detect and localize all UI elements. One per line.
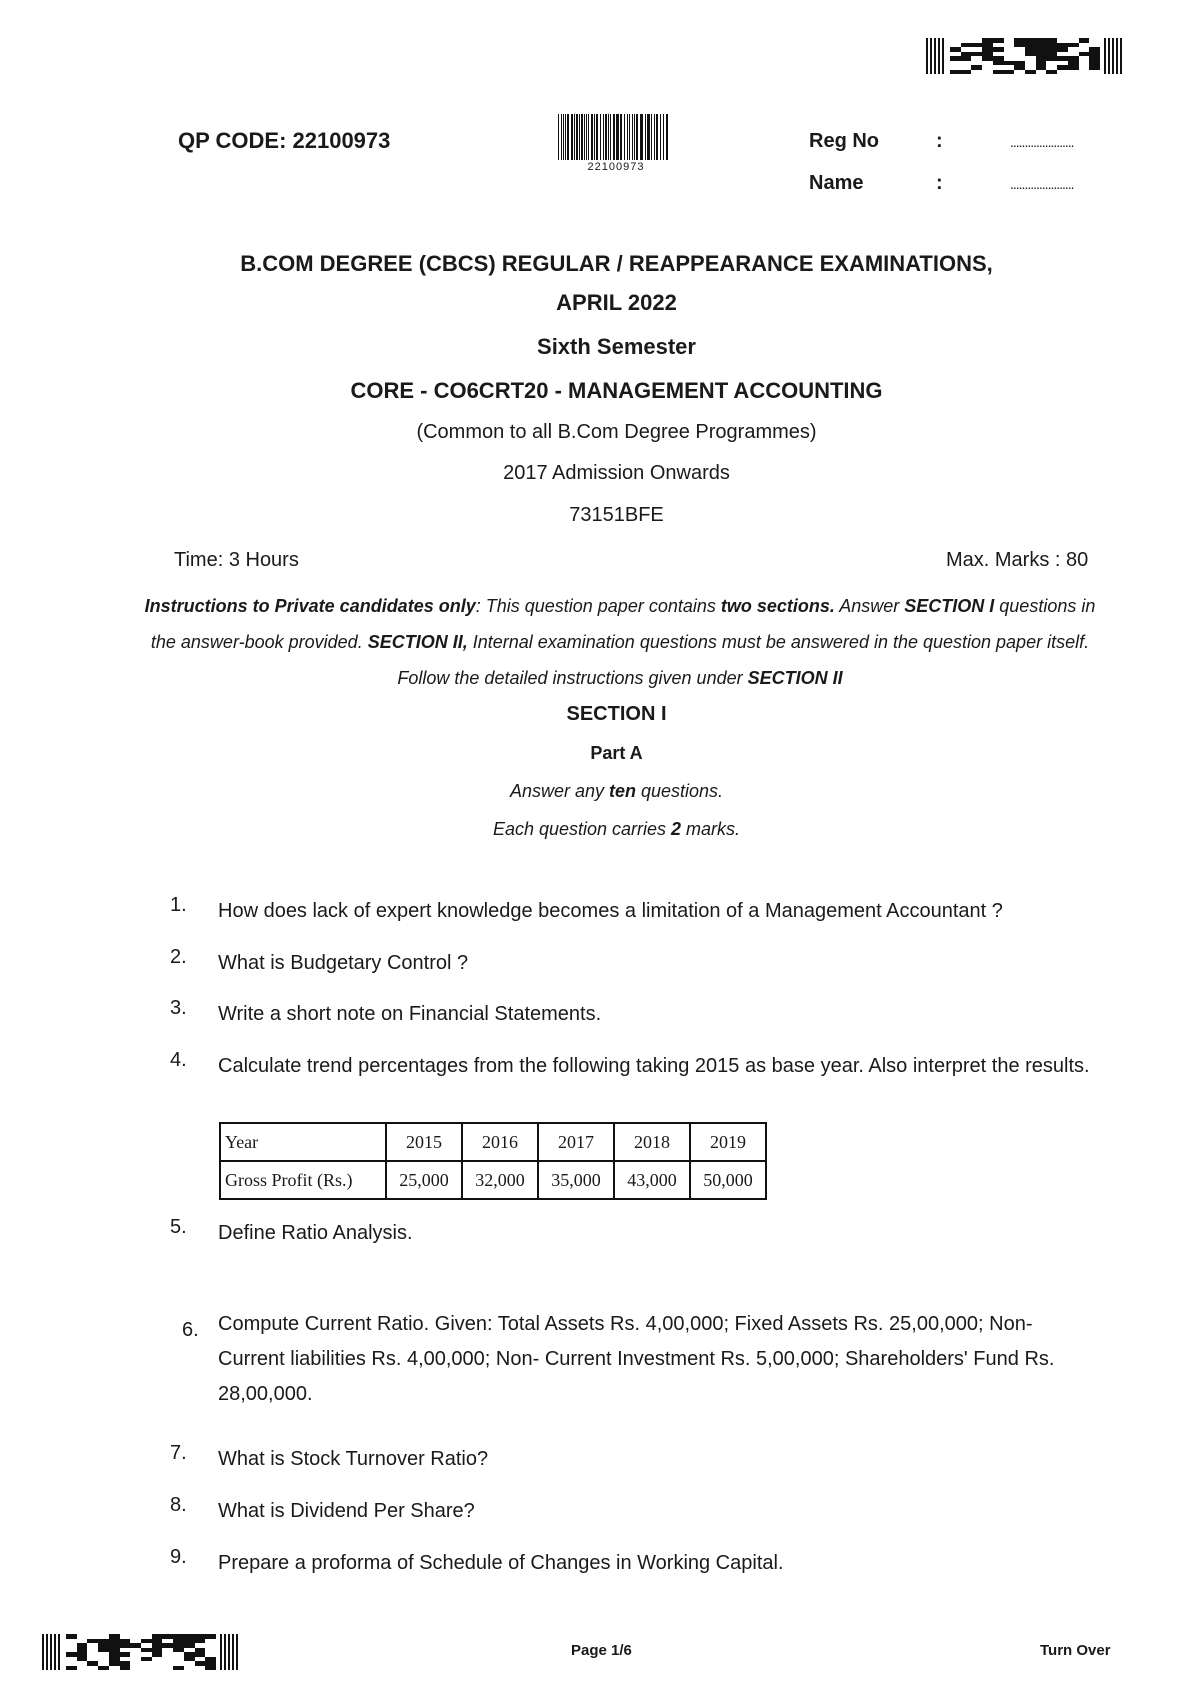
barcode-bar (640, 114, 643, 160)
table-cell: 43,000 (614, 1161, 690, 1199)
answer-post: questions. (635, 781, 724, 801)
barcode-bar (938, 38, 940, 74)
barcode-module (1057, 70, 1068, 75)
barcode-bar (220, 1634, 222, 1670)
barcode-bar (558, 114, 559, 160)
barcode-module (87, 1666, 98, 1671)
question-number: 2. (170, 946, 187, 968)
common-note: (Common to all B.Com Degree Programmes) (416, 421, 817, 443)
table-cell: Year (220, 1123, 386, 1161)
barcode-module (120, 1666, 131, 1671)
exam-title-line2: APRIL 2022 (556, 290, 677, 315)
question-number: 6. (182, 1319, 199, 1341)
barcode-bar (660, 114, 661, 160)
barcode-module (1025, 70, 1036, 75)
barcode-module (77, 1666, 88, 1671)
section-title: SECTION I (566, 703, 667, 725)
barcode-bar (584, 114, 585, 160)
barcode-module (950, 70, 961, 75)
barcode-bar (54, 1634, 56, 1670)
instructions-bold-2: SECTION I (904, 596, 995, 616)
barcode-bar (596, 114, 598, 160)
page-number: Page 1/6 (571, 1642, 632, 1659)
barcode-module (1004, 70, 1015, 75)
table-cell: 25,000 (386, 1161, 462, 1199)
table-row (220, 1123, 766, 1161)
course-title: CORE - CO6CRT20 - MANAGEMENT ACCOUNTING (350, 378, 883, 403)
barcode-bar (1116, 38, 1118, 74)
barcode-module (1036, 70, 1047, 75)
barcode-module (971, 70, 982, 75)
name-label: Name (809, 172, 864, 194)
question-text: Write a short note on Financial Statements. (218, 1003, 602, 1025)
barcode-bar (236, 1634, 238, 1670)
barcode-bar (586, 114, 587, 160)
barcode-bar (600, 114, 601, 160)
question-text: What is Budgetary Control ? (218, 952, 469, 974)
answer-pre: Answer any (509, 781, 609, 801)
table-cell: 2018 (614, 1123, 690, 1161)
barcode-bar (42, 1634, 44, 1670)
barcode-bar (632, 114, 633, 160)
barcode-module (195, 1666, 206, 1671)
table-cell: 2015 (386, 1123, 462, 1161)
instructions (140, 588, 1100, 696)
barcode-bar (224, 1634, 226, 1670)
barcode-bar (636, 114, 638, 160)
table-cell: 2017 (538, 1123, 614, 1161)
instructions-bold-4: SECTION II (747, 668, 843, 688)
center-barcode (558, 114, 674, 160)
instructions-text-3: questions in the answer-book provided. (150, 596, 1096, 652)
answer-instruction (0, 781, 1200, 802)
question-number: 5. (170, 1216, 187, 1238)
barcode-module (1079, 70, 1090, 75)
barcode-bar (576, 114, 578, 160)
barcode-bar (50, 1634, 52, 1670)
barcode-bar (934, 38, 936, 74)
question-number: 9. (170, 1546, 187, 1568)
question-text: Calculate trend percentages from the following taking 2015 as base year. Also interpret the results. (218, 1055, 1090, 1077)
question-text: Compute Current Ratio. Given: Total Assets Rs. 4,00,000; Fixed Assets Rs. 25,00,000; Non- Current liabilities Rs. 4,00,000; Non- Current Investment Rs. 5,00,000; Shareholders' Fund Rs. 28,00,000. (218, 1313, 1055, 1405)
barcode-bar (926, 38, 928, 74)
part-title: Part A (590, 743, 643, 763)
barcode-bar (616, 114, 619, 160)
barcode-module (109, 1666, 120, 1671)
question-text: Define Ratio Analysis. (218, 1222, 413, 1244)
table-cell: Gross Profit (Rs.) (220, 1161, 386, 1199)
table-row (220, 1161, 766, 1199)
barcode-bar (563, 114, 564, 160)
admission-note: 2017 Admission Onwards (503, 462, 730, 484)
barcode-module (1089, 70, 1100, 75)
table-cell: 35,000 (538, 1161, 614, 1199)
barcode-module (1046, 70, 1057, 75)
barcode-bar (232, 1634, 234, 1670)
barcode-bar (594, 114, 595, 160)
barcode-bar (654, 114, 655, 160)
barcode-bar (663, 114, 664, 160)
name-colon: : (936, 172, 943, 194)
reg-no-label: Reg No (809, 130, 879, 152)
instructions-lead: Instructions to Private candidates only (144, 596, 476, 616)
barcode-bar (1120, 38, 1122, 74)
barcode-bar (613, 114, 615, 160)
exam-title-line1: B.COM DEGREE (CBCS) REGULAR / REAPPEARANCE EXAMINATIONS, (240, 251, 993, 276)
barcode-module (961, 70, 972, 75)
instructions-text-2: Answer (834, 596, 905, 616)
question-text: What is Dividend Per Share? (218, 1500, 475, 1522)
barcode-bar (579, 114, 580, 160)
barcode-bar (629, 114, 630, 160)
table-cell: 32,000 (462, 1161, 538, 1199)
barcode-number: 22100973 (587, 161, 645, 173)
barcode-bar (651, 114, 652, 160)
barcode-module (1068, 70, 1079, 75)
barcode-bar (942, 38, 944, 74)
barcode-module (173, 1666, 184, 1671)
barcode-bar (620, 114, 622, 160)
instructions-bold-1: two sections. (720, 596, 835, 616)
barcode-module (1014, 70, 1025, 75)
table-cell: 50,000 (690, 1161, 766, 1199)
barcode-bar (605, 114, 607, 160)
barcode-bar (58, 1634, 60, 1670)
barcode-bar (565, 114, 566, 160)
barcode-bar (603, 114, 604, 160)
barcode-bar (591, 114, 593, 160)
barcode-bar (634, 114, 635, 160)
barcode-bar (656, 114, 658, 160)
reg-no-field: ...................... (1010, 134, 1074, 150)
time-allowed: Time: 3 Hours (174, 549, 299, 571)
trend-table (219, 1122, 767, 1200)
barcode-bar (624, 114, 625, 160)
question-text: What is Stock Turnover Ratio? (218, 1448, 489, 1470)
table-cell: 2019 (690, 1123, 766, 1161)
marks-pre: Each question carries (492, 819, 672, 839)
question-number: 1. (170, 894, 187, 916)
barcode-bar (1108, 38, 1110, 74)
barcode-bar (588, 114, 589, 160)
instructions-text-1: : This question paper contains (475, 596, 721, 616)
barcode-module (162, 1666, 173, 1671)
barcode-bar (610, 114, 611, 160)
question-number: 3. (170, 997, 187, 1019)
instructions-bold-3: SECTION II, (367, 632, 468, 652)
barcode-bar (647, 114, 650, 160)
marks-instruction (0, 819, 1200, 840)
question-text: How does lack of expert knowledge becomes a limitation of a Management Accountant ? (218, 900, 1003, 922)
barcode-module (66, 1666, 77, 1671)
question-number: 7. (170, 1442, 187, 1464)
barcode-module (205, 1666, 216, 1671)
barcode-module (982, 70, 993, 75)
marks-count: 2 (671, 819, 682, 839)
barcode-bar (1104, 38, 1106, 74)
barcode-bar (608, 114, 609, 160)
barcode-module (993, 70, 1004, 75)
barcode-module (130, 1666, 141, 1671)
barcode-module (141, 1666, 152, 1671)
barcode-module (184, 1666, 195, 1671)
qp-code: QP CODE: 22100973 (178, 128, 391, 153)
marks-post: marks. (681, 819, 741, 839)
question-number: 8. (170, 1494, 187, 1516)
answer-count: ten (608, 781, 636, 801)
barcode-bar (581, 114, 583, 160)
barcode-bar (46, 1634, 48, 1670)
name-field: ...................... (1010, 176, 1074, 192)
barcode-module (152, 1666, 163, 1671)
semester: Sixth Semester (537, 334, 696, 359)
barcode-bar (228, 1634, 230, 1670)
question-text: Prepare a proforma of Schedule of Changes in Working Capital. (218, 1552, 784, 1574)
barcode-bar (574, 114, 575, 160)
instructions-text-4: Internal examination questions must be answered in the question paper itself. Follow the detailed instructions given under (397, 632, 1090, 688)
barcode-bar (567, 114, 569, 160)
bottom-left-barcode (42, 1634, 246, 1670)
top-right-barcode (926, 38, 1130, 74)
paper-code: 73151BFE (569, 504, 664, 526)
barcode-bar (571, 114, 573, 160)
barcode-bar (561, 114, 562, 160)
table-cell: 2016 (462, 1123, 538, 1161)
turn-over: Turn Over (1040, 1642, 1111, 1659)
barcode-bar (930, 38, 932, 74)
barcode-bar (1112, 38, 1114, 74)
barcode-bar (645, 114, 646, 160)
barcode-bar (666, 114, 668, 160)
barcode-module (98, 1666, 109, 1671)
max-marks: Max. Marks : 80 (946, 549, 1089, 571)
barcode-bar (627, 114, 628, 160)
reg-no-colon: : (936, 130, 943, 152)
question-number: 4. (170, 1049, 187, 1071)
